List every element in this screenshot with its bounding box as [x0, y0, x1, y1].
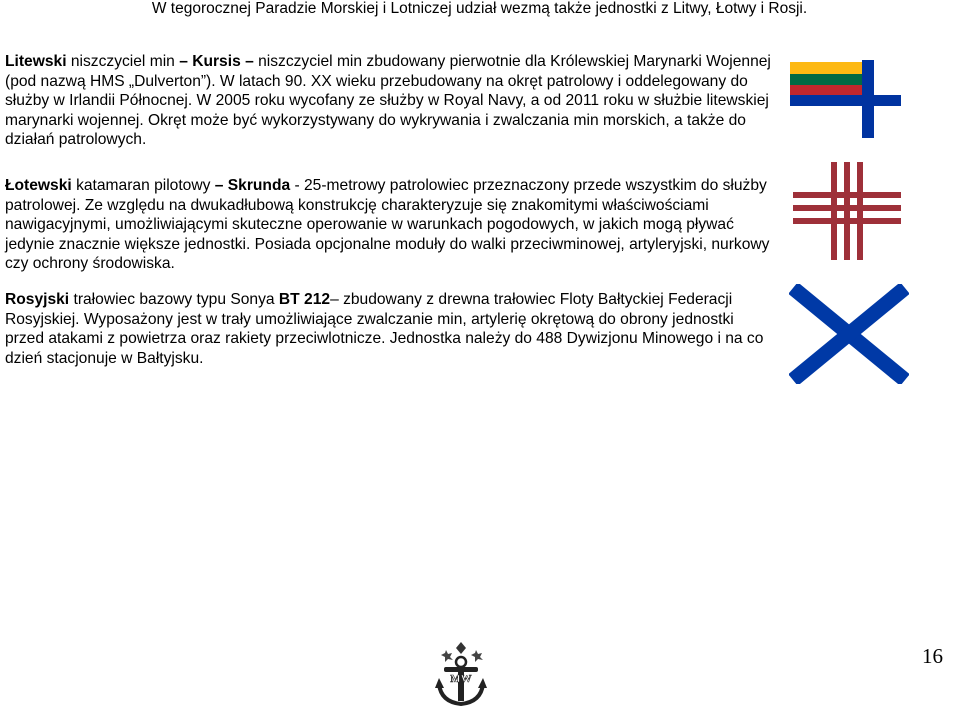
ship-name-bt212: BT 212 [278, 291, 331, 308]
page-header: W tegorocznej Paradzie Morskiej i Lotniczej udział wezmą także jednostki z Litwy, Łotwy i Rosji. [151, 0, 808, 17]
ship-name-kursis: Kursis [192, 53, 241, 70]
lithuanian-naval-ensign-icon [790, 60, 901, 140]
ship-type-lithuania: niszczyciel min [66, 53, 180, 70]
paragraph-russia [5, 290, 775, 368]
country-russia: Rosyjski [5, 291, 70, 308]
anchor-logo-icon [433, 640, 489, 708]
description-russia: – zbudowany z drewna trałowiec Floty Bałtyckiej Federacji Rosyjskiej. Wyposażony jest w trały umożliwiające zwalczanie min, artylerię okrętową do obrony jednostki przed atakami z powietrza oraz rakiety przeciwlotnicze. Jednostka należy do 488 Dywizjonu Minowego i na co dzień stacjonuje w Bałtyjsku. [5, 291, 764, 367]
dash-lithuania-2: – [240, 53, 259, 70]
logo-text: MW [450, 673, 472, 685]
country-lithuania: Litewski [5, 53, 67, 70]
paragraph-lithuania [5, 52, 775, 150]
dash-lithuania-1: – [179, 53, 193, 70]
description-latvia: - 25-metrowy patrolowiec przeznaczony przede wszystkim do służby patrolowej. Ze względu na dwukadłubową konstrukcję charakteryzuje się znakomitymi właściwościami nawigacyjnymi, umożliwiającymi skuteczne operowanie w warunkach pogodowych, w jakich mogą pływać jedynie znacznie większe jednostki. Posiada opcjonalne moduły do walki przeciwminowej, artyleryjski, nurkowy czy ochrony środowiska. [5, 177, 770, 272]
page-number: 16 [922, 644, 943, 668]
ship-type-latvia: katamaran pilotowy [71, 177, 215, 194]
country-latvia: Łotewski [5, 177, 72, 194]
description-lithuania: niszczyciel min zbudowany pierwotnie dla Królewskiej Marynarki Wojennej (pod nazwą HMS „Dulverton”). W latach 90. XX wieku przebudowany na okręt patrolowy i oddelegowany do służby w Irlandii Północnej. W 2005 roku wycofany ze służby w Royal Navy, a od 2011 roku w służbie litewskiej marynarki wojennej. Okręt może być wykorzystywany do wykrywania i zwalczania min morskich, a także do działań patrolowych. [5, 53, 771, 148]
dash-latvia: – [214, 177, 228, 194]
ship-type-russia: trałowiec bazowy typu Sonya [69, 291, 279, 308]
st-andrews-cross-icon [789, 284, 909, 384]
paragraph-latvia [5, 176, 780, 274]
latvian-naval-ensign-icon [793, 162, 901, 260]
ship-name-skrunda: Skrunda [227, 177, 291, 194]
